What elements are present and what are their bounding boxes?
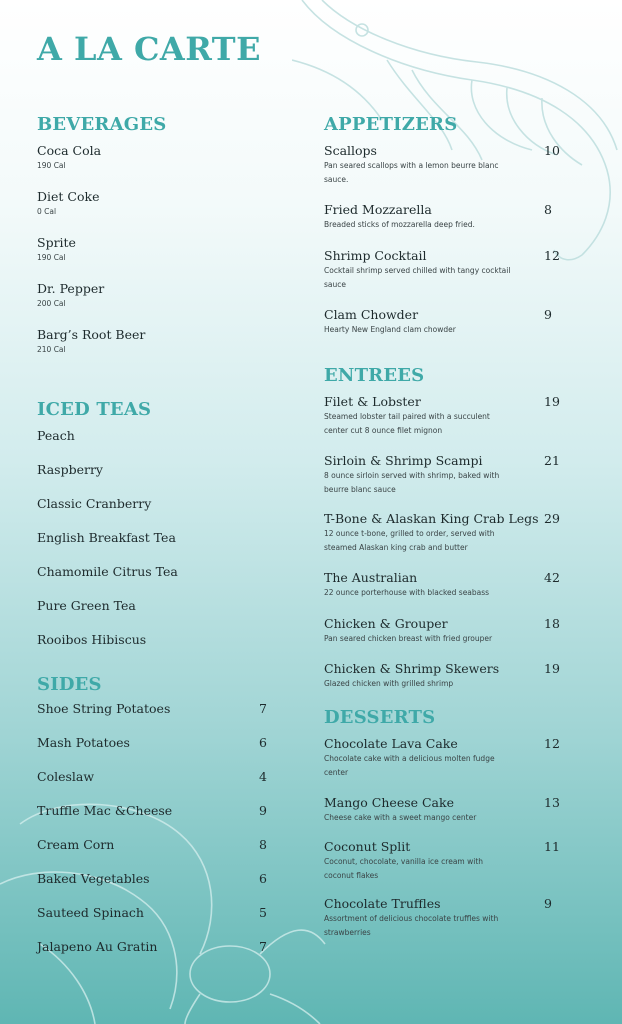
item-name: Chicken & Grouper [324, 616, 448, 631]
item-description: 8 ounce sirloin served with shrimp, baked with beurre blanc sauce [324, 471, 500, 494]
list-item [37, 530, 277, 564]
list-item [324, 143, 564, 202]
list-item [324, 736, 564, 795]
list-item [37, 632, 277, 652]
item-price: 19 [544, 661, 560, 676]
item-name: Baked Vegetables [37, 871, 150, 886]
entrees-heading: ENTREES [324, 365, 425, 386]
list-item [37, 281, 277, 327]
item-name: Fried Mozzarella [324, 202, 432, 217]
item-description: 22 ounce porterhouse with blacked seabass [324, 588, 490, 597]
right-column [324, 114, 564, 936]
list-item [37, 939, 277, 959]
item-price: 4 [259, 769, 267, 784]
page-title: A LA CARTE [37, 30, 261, 68]
item-name: Sauteed Spinach [37, 905, 144, 920]
item-name: Peach [37, 428, 75, 443]
item-name: Jalapeno Au Gratin [37, 939, 158, 954]
item-name: Truffle Mac &Cheese [37, 803, 173, 818]
item-name: Sprite [37, 235, 76, 250]
list-item [37, 327, 277, 367]
item-name: Chocolate Lava Cake [324, 736, 458, 751]
item-name: Pure Green Tea [37, 598, 136, 613]
item-price: 8 [259, 837, 267, 852]
item-description: 12 ounce t-bone, grilled to order, served with steamed Alaskan king crab and butter [324, 529, 495, 552]
item-name: Mash Potatoes [37, 735, 130, 750]
item-price: 8 [544, 202, 552, 217]
list-item [324, 202, 564, 248]
list-item [324, 248, 564, 307]
item-name: Mango Cheese Cake [324, 795, 454, 810]
item-description: Coconut, chocolate, vanilla ice cream with coconut flakes [324, 857, 484, 880]
list-item [324, 839, 564, 896]
beverages-list [37, 143, 277, 367]
item-price: 21 [544, 453, 560, 468]
item-name: Classic Cranberry [37, 496, 152, 511]
item-description: Chocolate cake with a delicious molten fudge center [324, 754, 495, 777]
item-name: Chamomile Citrus Tea [37, 564, 178, 579]
item-price: 9 [544, 896, 552, 911]
appetizers-list [324, 143, 564, 341]
list-item [37, 871, 277, 905]
appetizers-heading: APPETIZERS [324, 114, 458, 135]
item-name: Diet Coke [37, 189, 100, 204]
list-item [324, 453, 564, 511]
item-name: Barg’s Root Beer [37, 327, 146, 342]
sides-heading: SIDES [37, 674, 102, 695]
list-item [37, 803, 277, 837]
item-price: 5 [259, 905, 267, 920]
item-name: Raspberry [37, 462, 103, 477]
list-item [324, 661, 564, 695]
item-price: 6 [259, 735, 267, 750]
item-name: The Australian [324, 570, 418, 585]
item-description: Cheese cake with a sweet mango center [324, 813, 477, 822]
list-item [37, 769, 277, 803]
item-price: 7 [259, 939, 267, 954]
item-calories: 190 Cal [37, 253, 66, 262]
item-price: 19 [544, 394, 560, 409]
item-description: Steamed lobster tail paired with a succulent center cut 8 ounce filet mignon [324, 412, 490, 435]
iced-teas-list [37, 428, 277, 652]
item-description: Pan seared chicken breast with fried grouper [324, 634, 493, 643]
item-description: Breaded sticks of mozzarella deep fried. [324, 220, 475, 229]
item-name: Rooibos Hibiscus [37, 632, 147, 647]
item-name: Shoe String Potatoes [37, 701, 171, 716]
list-item [37, 462, 277, 496]
desserts-list [324, 736, 564, 936]
list-item [324, 394, 564, 453]
list-item [37, 701, 277, 735]
item-name: Coleslaw [37, 769, 95, 784]
item-price: 29 [544, 511, 560, 526]
item-description: Assortment of delicious chocolate truffles with strawberries [324, 914, 499, 937]
list-item [37, 496, 277, 530]
item-calories: 0 Cal [37, 207, 57, 216]
list-item [37, 189, 277, 235]
sides-list [37, 701, 277, 959]
item-price: 42 [544, 570, 560, 585]
item-price: 7 [259, 701, 267, 716]
item-name: Coconut Split [324, 839, 411, 854]
item-name: Sirloin & Shrimp Scampi [324, 453, 483, 468]
desserts-heading: DESSERTS [324, 707, 436, 728]
item-name: Filet & Lobster [324, 394, 421, 409]
item-calories: 210 Cal [37, 345, 66, 354]
item-description: Cocktail shrimp served chilled with tangy cocktail sauce [324, 266, 511, 289]
item-price: 10 [544, 143, 560, 158]
list-item [324, 570, 564, 616]
item-price: 18 [544, 616, 560, 631]
entrees-list [324, 394, 564, 695]
item-description: Glazed chicken with grilled shrimp [324, 679, 454, 688]
list-item [37, 837, 277, 871]
item-price: 12 [544, 736, 560, 751]
item-name: Cream Corn [37, 837, 115, 852]
list-item [37, 598, 277, 632]
list-item [324, 896, 564, 936]
item-name: Clam Chowder [324, 307, 419, 322]
item-name: T-Bone & Alaskan King Crab Legs [324, 511, 539, 526]
list-item [324, 795, 564, 839]
list-item [37, 735, 277, 769]
item-description: Hearty New England clam chowder [324, 325, 456, 334]
item-price: 12 [544, 248, 560, 263]
list-item [37, 428, 277, 462]
item-name: Coca Cola [37, 143, 102, 158]
item-price: 11 [544, 839, 560, 854]
item-name: Chocolate Truffles [324, 896, 441, 911]
list-item [324, 307, 564, 341]
item-name: Dr. Pepper [37, 281, 105, 296]
list-item [37, 564, 277, 598]
list-item [37, 143, 277, 189]
item-name: Chicken & Shrimp Skewers [324, 661, 500, 676]
item-name: Shrimp Cocktail [324, 248, 427, 263]
list-item [37, 905, 277, 939]
item-price: 9 [259, 803, 267, 818]
list-item [324, 616, 564, 661]
item-price: 13 [544, 795, 560, 810]
left-column [37, 114, 277, 959]
item-description: Pan seared scallops with a lemon beurre blanc sauce. [324, 161, 499, 184]
list-item [324, 511, 564, 570]
list-item [37, 235, 277, 281]
beverages-heading: BEVERAGES [37, 114, 167, 135]
iced-teas-heading: ICED TEAS [37, 399, 152, 420]
item-price: 6 [259, 871, 267, 886]
item-name: Scallops [324, 143, 377, 158]
item-name: English Breakfast Tea [37, 530, 176, 545]
item-calories: 190 Cal [37, 161, 66, 170]
item-price: 9 [544, 307, 552, 322]
item-calories: 200 Cal [37, 299, 66, 308]
